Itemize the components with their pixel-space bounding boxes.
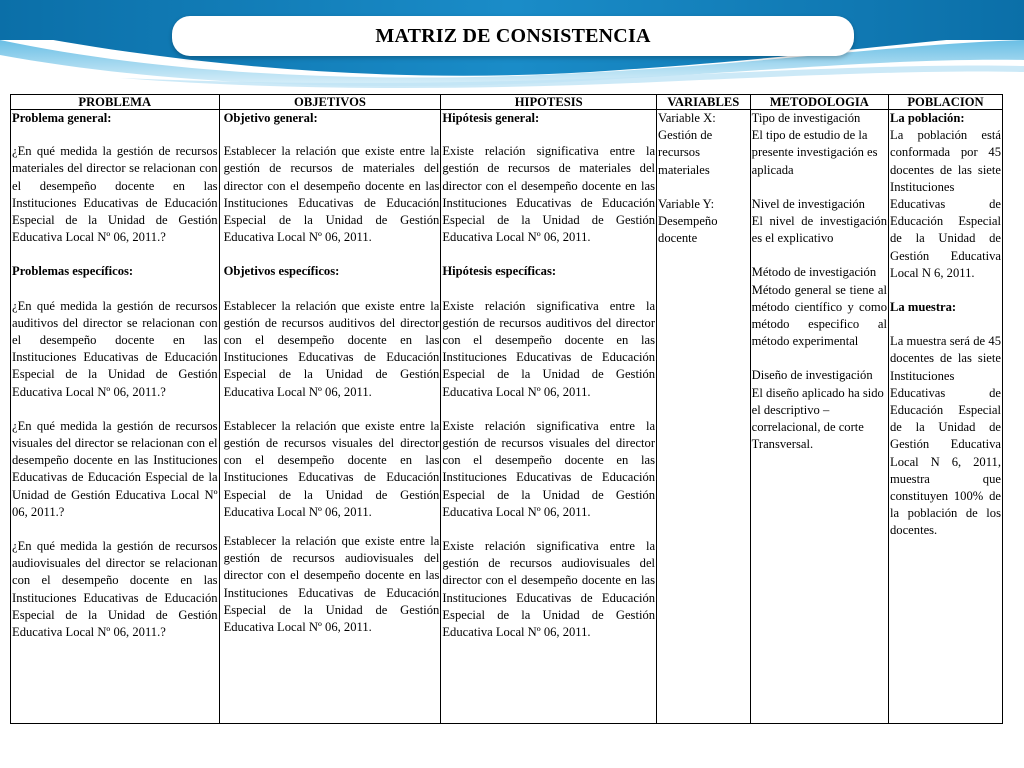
problema-cell	[11, 110, 220, 724]
hipotesis-general-heading: Hipótesis general:	[442, 111, 540, 125]
objetivo-especifico-1: Establecer la relación que existe entre la gestión de recursos auditivos del director con el desempeño docente en las Instituciones Educativas de Educación Especial de la Unidad de Gestión Educativa Local Nº 06, 2011.	[223, 298, 440, 399]
diseno-investigacion-heading: Diseño de investigación	[751, 368, 873, 383]
tipo-investigacion-text: El tipo de estudio de la presente investigación es aplicada	[751, 128, 878, 177]
column-header-variables: VARIABLES	[657, 95, 751, 110]
problema-especifico-2: ¿En qué medida la gestión de recursos visuales del director se relacionan con el desempeño docente en las Instituciones Educativas de Educación Especial de la Unidad de Gestión Educativa Local Nº 06, 2011.?	[12, 418, 218, 519]
metodo-investigacion-text: Método general se tiene al método científico y como método especifico al método experimental	[751, 282, 887, 349]
problema-especifico-3: ¿En qué medida la gestión de recursos audiovisuales del director se relacionan con el desempeño docente en las Instituciones Educativas de Educación Especial de la Unidad de Gestión Educativa Local Nº 06, 2011.?	[12, 539, 218, 640]
hipotesis-especifica-2: Existe relación significativa entre la gestión de recursos visuales del director con el desempeño docente en las Instituciones Educativas de Educación Especial de la Unidad de Gestión Educativa Local Nº 06, 2011.	[442, 418, 656, 519]
hipotesis-especifica-3: Existe relación significativa entre la gestión de recursos audiovisuales del director con el desempeño docente en las Instituciones Educativas de Educación Especial de la Unidad de Gestión Educativa Local Nº 06, 2011.	[442, 539, 656, 640]
page-title: MATRIZ DE CONSISTENCIA	[375, 24, 651, 47]
problema-general-text: ¿En qué medida la gestión de recursos materiales del director se relacionan con el desempeño docente en las Instituciones Educativas de Educación Especial de la Unidad de Gestión Educativa Local Nº 06, 2011.?	[12, 144, 218, 245]
consistency-matrix-table	[10, 94, 1003, 724]
metodo-investigacion-heading: Método de investigación	[751, 265, 877, 280]
diseno-investigacion-text: El diseño aplicado ha sido el descriptivo – correlacional, de corte Transversal.	[751, 385, 884, 452]
column-header-hipotesis: HIPOTESIS	[441, 95, 657, 110]
problema-general-heading: Problema general:	[12, 111, 112, 125]
hipotesis-especificas-heading: Hipótesis específicas:	[442, 264, 557, 279]
problemas-especificos-heading: Problemas específicos:	[12, 264, 134, 279]
muestra-text: La muestra será de 45 docentes de las siete Instituciones Educativas de Educación Especial de la Unidad de Gestión Educativa Local N 6, 2011, muestra que constituyen 100% de la población de los docentes.	[890, 334, 1001, 538]
objetivo-general-heading: Objetivo general:	[223, 111, 318, 125]
variable-x: Variable X: Gestión de recursos materiales	[658, 111, 716, 177]
table-header-row	[11, 95, 1003, 110]
table-row	[11, 110, 1003, 724]
column-header-objetivos: OBJETIVOS	[219, 95, 441, 110]
problema-especifico-1: ¿En qué medida la gestión de recursos auditivos del director se relacionan con el desempeño docente en las Instituciones Educativas de Educación Especial de la Unidad de Gestión Educativa Local Nº 06, 2011.?	[12, 298, 218, 399]
nivel-investigacion-heading: Nivel de investigación	[751, 196, 865, 211]
variables-cell	[657, 110, 751, 724]
tipo-investigacion-heading: Tipo de investigación	[751, 111, 861, 125]
objetivo-general-text: Establecer la relación que existe entre la gestión de recursos de materiales del director con el desempeño docente en las Instituciones Educativas de Educación Especial de la Unidad de Gestión Educativa Local Nº 06, 2011.	[223, 144, 440, 245]
objetivos-especificos-heading: Objetivos específicos:	[223, 264, 340, 279]
objetivos-cell	[219, 110, 441, 724]
column-header-problema: PROBLEMA	[11, 95, 220, 110]
poblacion-cell	[889, 110, 1003, 724]
muestra-heading: La muestra:	[890, 300, 957, 315]
title-box	[172, 16, 854, 56]
column-header-poblacion: POBLACION	[889, 95, 1003, 110]
hipotesis-general-text: Existe relación significativa entre la gestión de recursos de materiales del director con el desempeño docente en las Instituciones Educativas de Educación Especial de la Unidad de Gestión Educativa Local Nº 06, 2011.	[442, 144, 656, 245]
hipotesis-especifica-1: Existe relación significativa entre la gestión de recursos auditivos del director con el desempeño docente en las Instituciones Educativas de Educación Especial de la Unidad de Gestión Educativa Local Nº 06, 2011.	[442, 298, 656, 399]
poblacion-heading: La población:	[890, 111, 965, 125]
objetivo-especifico-2: Establecer la relación que existe entre la gestión de recursos visuales del director con el desempeño docente en las Instituciones Educativas de Educación Especial de la Unidad de Gestión Educativa Local Nº 06, 2011.	[223, 418, 440, 519]
poblacion-text: La población está conformada por 45 docentes de las siete Instituciones Educativas de Educación Especial de la Unidad de Gestión Educativa Local N 6, 2011.	[890, 128, 1001, 280]
metodologia-cell	[750, 110, 888, 724]
hipotesis-cell	[441, 110, 657, 724]
nivel-investigacion-text: El nivel de investigación es el explicativo	[751, 214, 887, 246]
column-header-metodologia: METODOLOGIA	[750, 95, 888, 110]
objetivo-especifico-3: Establecer la relación que existe entre la gestión de recursos audiovisuales del director con el desempeño docente en las Instituciones Educativas de Educación Especial de la Unidad de Gestión Educativa Local Nº 06, 2011.	[223, 534, 440, 635]
variable-y: Variable Y: Desempeño docente	[658, 196, 718, 246]
